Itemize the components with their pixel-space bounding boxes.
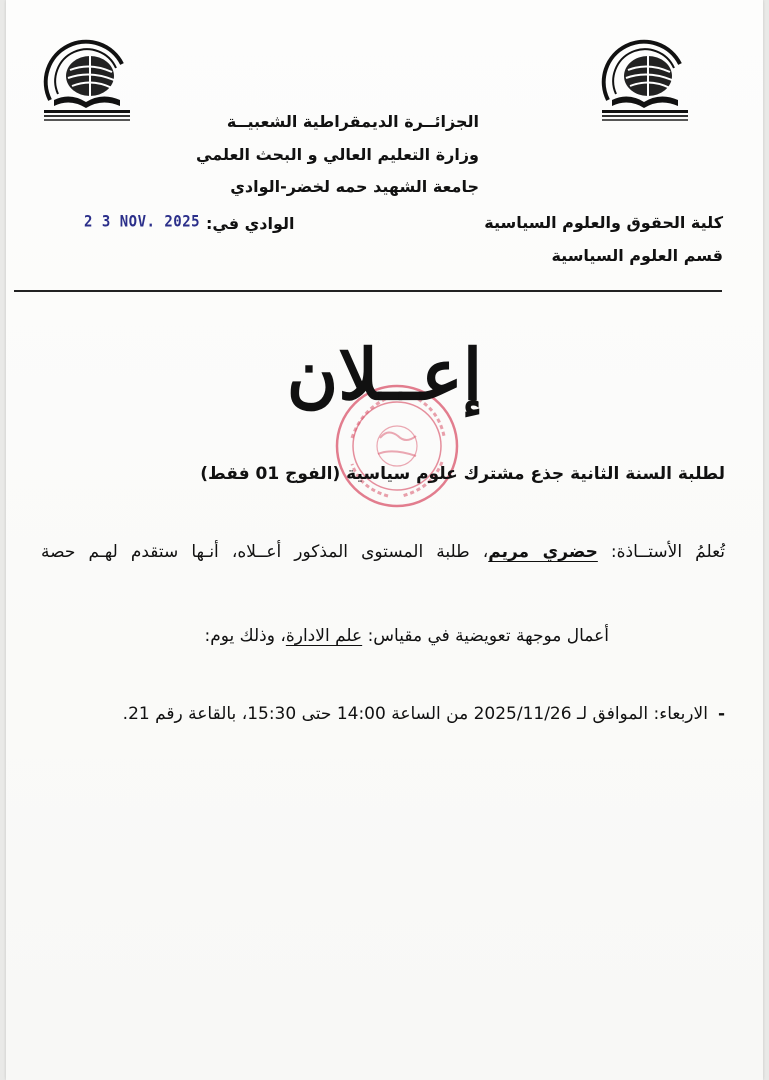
announcement-title: إعــلان	[286, 333, 483, 416]
header-country: الجزائــرة الديمقراطية الشعبيــة	[226, 112, 479, 131]
bullet-dash: -	[717, 704, 725, 724]
schedule-text: الاربعاء: الموافق لـ 2025/11/26 من الساعة 14:00 حتى 15:30، بالقاعة رقم 21.	[122, 704, 708, 724]
university-logo-icon	[594, 34, 694, 126]
body-paragraph-1	[41, 542, 725, 562]
para1-prefix: تُعلمُ الأستــاذة:	[610, 542, 726, 562]
course-name: علم الادارة	[285, 626, 363, 646]
date-stamp: 2 3 NOV. 2025	[84, 212, 201, 232]
teacher-name: حضري مريم	[488, 542, 598, 562]
header-university: جامعة الشهيد حمه لخضر-الوادي	[230, 177, 479, 196]
department-name: قسم العلوم السياسية	[551, 246, 723, 265]
place-date-label: الوادي في:	[206, 214, 295, 233]
para2-suffix: ، وذلك يوم:	[204, 626, 286, 646]
body-paragraph-2	[204, 626, 609, 646]
university-logo-icon-left-svg	[36, 34, 136, 126]
header-ministry: وزارة التعليم العالي و البحث العلمي	[196, 145, 479, 164]
university-logo-icon	[36, 34, 136, 126]
para2-prefix: أعمال موجهة تعويضية في مقياس:	[367, 626, 609, 646]
faculty-name: كلية الحقوق والعلوم السياسية	[484, 213, 723, 232]
schedule-item	[123, 704, 725, 724]
header-divider	[14, 290, 722, 292]
university-logo-icon-right-svg	[594, 34, 694, 126]
announcement-subtitle: لطلبة السنة الثانية جذع مشترك علوم سياسية (الفوج 01 فقط)	[200, 464, 725, 484]
para1-suffix: ، طلبة المستوى المذكور أعــلاه، أنـها ستقدم لهـم حصة	[41, 542, 489, 562]
